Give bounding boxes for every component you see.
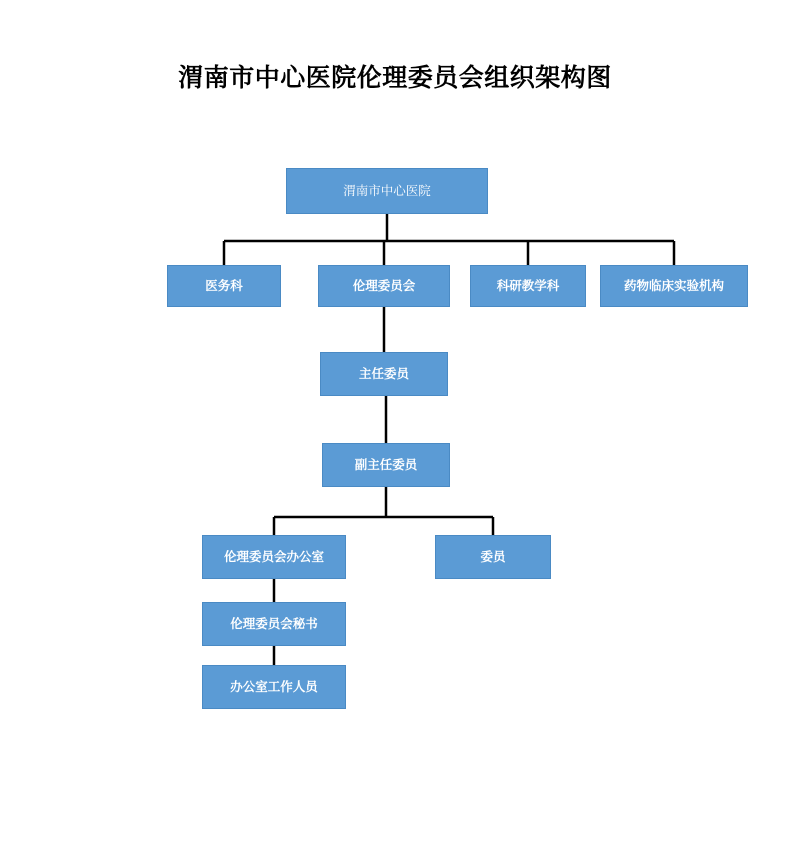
- node-research-education[interactable]: [470, 265, 586, 307]
- node-director-member[interactable]: [320, 352, 448, 396]
- node-hospital[interactable]: [286, 168, 488, 214]
- node-medical-affairs[interactable]: [167, 265, 281, 307]
- node-label: 副主任委员: [354, 457, 418, 472]
- node-deputy-director-member[interactable]: [322, 443, 450, 487]
- node-label: 医务科: [205, 278, 243, 293]
- node-label: 伦理委员会办公室: [223, 549, 324, 564]
- node-ethics-committee[interactable]: [318, 265, 450, 307]
- node-label: 伦理委员会秘书: [230, 616, 318, 631]
- node-drug-trial-institution[interactable]: [600, 265, 748, 307]
- node-member[interactable]: [435, 535, 551, 579]
- node-ethics-secretary[interactable]: [202, 602, 346, 646]
- node-label: 主任委员: [358, 366, 409, 381]
- node-label: 办公室工作人员: [230, 679, 318, 694]
- node-label: 伦理委员会: [352, 278, 416, 293]
- page-title: 渭南市中心医院伦理委员会组织架构图: [178, 65, 612, 92]
- node-label: 委员: [480, 549, 506, 564]
- node-label: 渭南市中心医院: [343, 183, 431, 198]
- node-office-staff[interactable]: [202, 665, 346, 709]
- node-ethics-office[interactable]: [202, 535, 346, 579]
- node-label: 科研教学科: [496, 278, 560, 293]
- node-label: 药物临床实验机构: [623, 278, 724, 293]
